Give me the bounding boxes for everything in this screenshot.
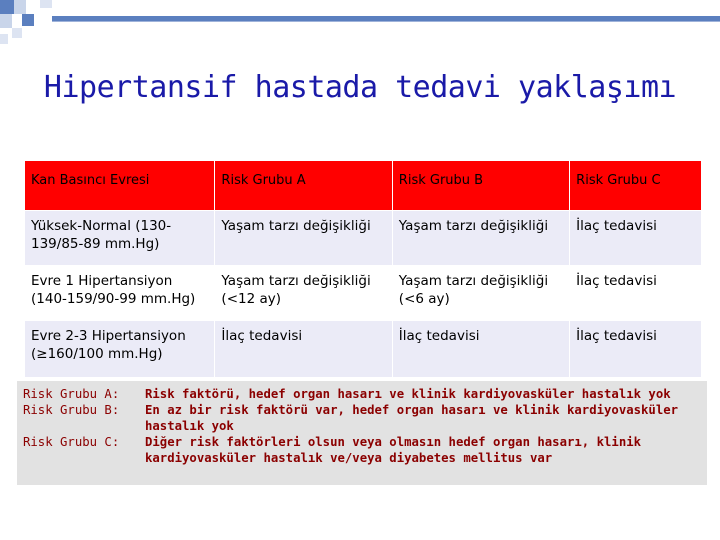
- table-cell: İlaç tedavisi: [570, 211, 702, 266]
- decor-square: [40, 0, 52, 8]
- decor-square: [14, 0, 26, 14]
- header-rule-thin: [52, 21, 720, 22]
- header-risk-a: Risk Grubu A: [215, 161, 392, 211]
- note-text: Diğer risk faktörleri olsun veya olmasın hedef organ hasarı, klinik kardiyovasküler hastalık ve/veya diyabetes mellitus var: [145, 435, 642, 465]
- decor-square: [12, 28, 22, 38]
- table-cell: İlaç tedavisi: [392, 321, 569, 378]
- decor-square: [0, 34, 8, 44]
- header-bp-stage: Kan Basıncı Evresi: [25, 161, 215, 211]
- table-row: [25, 321, 702, 378]
- table-cell: Yaşam tarzı değişikliği (<12 ay): [215, 266, 392, 321]
- table-cell: Yaşam tarzı değişikliği: [215, 211, 392, 266]
- risk-table: [24, 160, 702, 378]
- note-risk-c: [23, 434, 701, 466]
- header-risk-b: Risk Grubu B: [392, 161, 569, 211]
- header-risk-c: Risk Grubu C: [570, 161, 702, 211]
- table-cell: İlaç tedavisi: [570, 266, 702, 321]
- slide-title: Hipertansif hastada tedavi yaklaşımı: [43, 70, 677, 105]
- decor-square: [0, 14, 12, 28]
- note-text: Risk faktörü, hedef organ hasarı ve klinik kardiyovasküler hastalık yok: [145, 387, 671, 401]
- table-row: [25, 211, 702, 266]
- note-key: Risk Grubu B:: [23, 403, 120, 417]
- note-risk-b: [23, 402, 701, 434]
- table-cell: İlaç tedavisi: [215, 321, 392, 378]
- note-key: Risk Grubu A:: [23, 387, 120, 401]
- table-cell: Yaşam tarzı değişikliği (<6 ay): [392, 266, 569, 321]
- note-text: En az bir risk faktörü var, hedef organ hasarı ve klinik kardiyovasküler hastalık yok: [145, 403, 679, 433]
- table-cell: Yüksek-Normal (130-139/85-89 mm.Hg): [25, 211, 215, 266]
- table-cell: Evre 1 Hipertansiyon (140-159/90-99 mm.Hg): [25, 266, 215, 321]
- table-cell: Evre 2-3 Hipertansiyon (≥160/100 mm.Hg): [25, 321, 215, 378]
- table-cell: Yaşam tarzı değişikliği: [392, 211, 569, 266]
- decor-square: [0, 0, 14, 14]
- table-header-row: [25, 161, 702, 211]
- decor-square: [22, 14, 34, 26]
- risk-group-definitions: [17, 381, 707, 485]
- table-cell: İlaç tedavisi: [570, 321, 702, 378]
- note-key: Risk Grubu C:: [23, 435, 120, 449]
- table-row: [25, 266, 702, 321]
- note-risk-a: [23, 386, 701, 402]
